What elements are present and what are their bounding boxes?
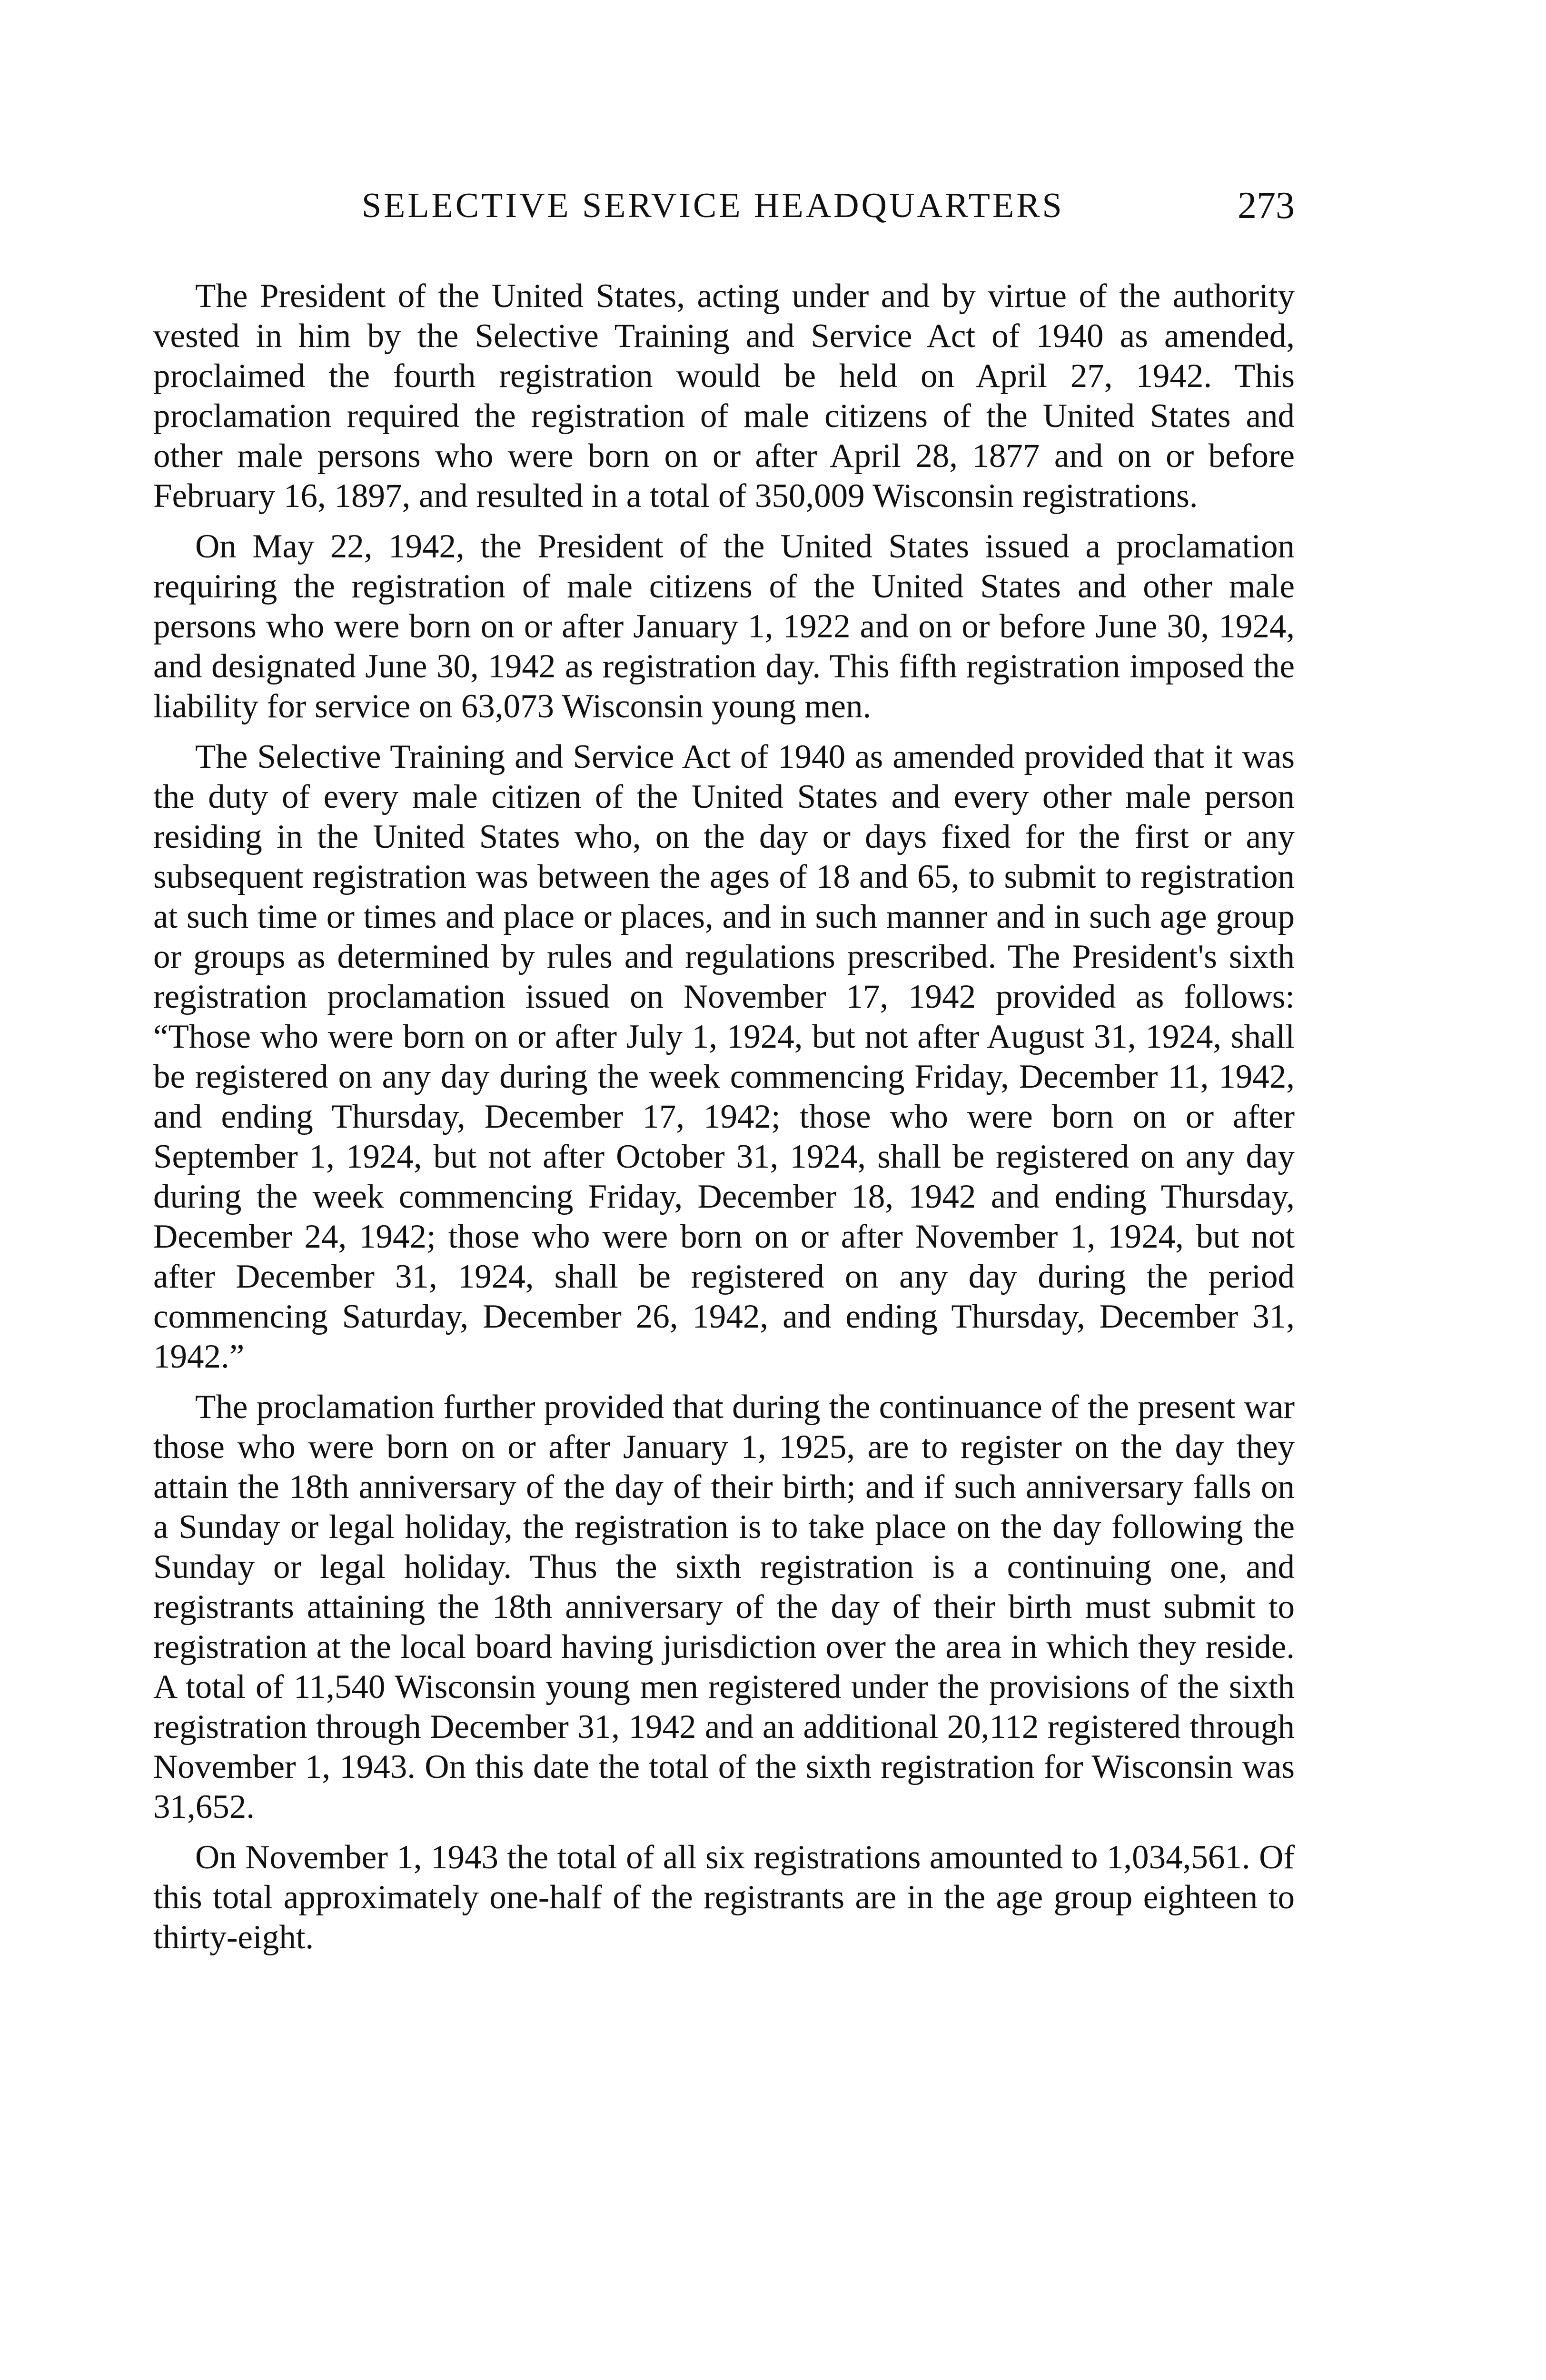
- page-number: 273: [1238, 185, 1295, 227]
- paragraph-fifth-registration: On May 22, 1942, the President of the United States issued a proclamation requiring the registration of male citizens of the United States and other male persons who were born on or after January 1, 1922 and on or before June 30, 1924, and designated June 30, 1942 as registration day. This fifth registration imposed the liability for service on 63,073 Wisconsin young men.: [153, 528, 1295, 725]
- running-head: [157, 177, 1295, 234]
- paragraph-sixth-registration-proclamation: The Selective Training and Service Act of 1940 as amended provided that it was the duty of every male citizen of the United States and every other male person residing in the United States who, on the day or days fixed for the first or any subsequent registration was between the ages of 18 and 65, to submit to registration at such time or times and place or places, and in such manner and in such age group or groups as determined by rules and regulations prescribed. The President's sixth registration proclamation issued on November 17, 1942 provided as follows: “Those who were born on or after July 1, 1924, but not after August 31, 1924, shall be registered on any day during the week commencing Friday, December 11, 1942, and ending Thursday, December 17, 1942; those who were born on or after September 1, 1924, but not after October 31, 1924, shall be registered on any day during the week commencing Friday, December 18, 1942 and ending Thursday, December 24, 1942; those who were born on or after November 1, 1924, but not after December 31, 1924, shall be registered on any day during the period commencing Saturday, December 26, 1942, and ending Thursday, December 31, 1942.”: [153, 738, 1295, 1375]
- paragraph-fourth-registration: The President of the United States, acting under and by virtue of the authority vested in him by the Selective Training and Service Act of 1940 as amended, proclaimed the fourth registration would be held on April 27, 1942. This proclamation required the registration of male citizens of the United States and other male persons who were born on or after April 28, 1877 and on or before February 16, 1897, and resulted in a total of 350,009 Wisconsin registrations.: [153, 278, 1295, 515]
- running-title: SELECTIVE SERVICE HEADQUARTERS: [362, 186, 1064, 225]
- body-text: [153, 276, 1295, 1968]
- paragraph-continuing-registration: The proclamation further provided that during the continuance of the present war those who were born on or after January 1, 1925, are to register on the day they attain the 18th anniversary of the day of their birth; and if such anniversary falls on a Sunday or legal holiday, the registration is to take place on the day following the Sunday or legal holiday. Thus the sixth registration is a continuing one, and registrants attaining the 18th anniversary of the day of their birth must submit to registration at the local board having jurisdiction over the area in which they reside. A total of 11,540 Wisconsin young men registered under the provisions of the sixth registration through December 31, 1942 and an additional 20,112 registered through November 1, 1943. On this date the total of the sixth registration for Wisconsin was 31,652.: [153, 1388, 1295, 1825]
- paragraph-registration-totals: On November 1, 1943 the total of all six registrations amounted to 1,034,561. Of this total approximately one-half of the registrants are in the age group eighteen to thirty-eight.: [153, 1839, 1295, 1956]
